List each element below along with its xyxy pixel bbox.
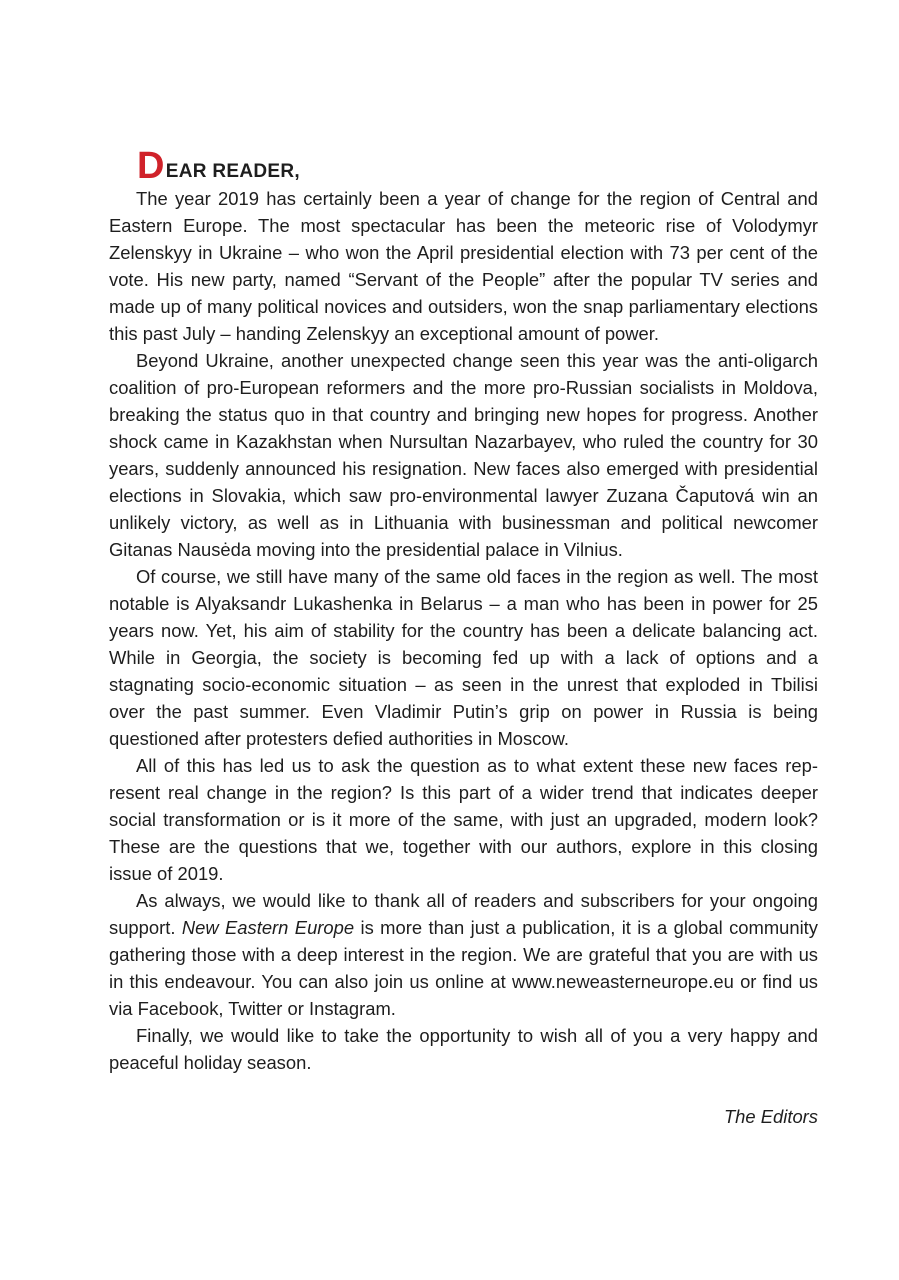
editorial-letter bbox=[109, 145, 818, 1130]
paragraph-change-2019: The year 2019 has certainly been a year of change for the region of Central and Eastern Europe. The most spectacular has been the meteoric rise of Volodymyr Zelenskyy in Ukraine – who won the April presidential election with 73 per cent of the vote. His new party, named “Servant of the People” after the popular TV series and made up of many political novices and outsiders, won the snap parliamentary elections this past July – handing Zelenskyy an exceptional amount of power. bbox=[109, 188, 818, 344]
thanks-text-end: is more than just a publication, it is a global community gathering those with a deep interest in the region. We are grateful that you are with us in this endeavour. You can also join us online at www.neweasterneurope.eu or find us via Facebook, Twitter or Instagram. bbox=[109, 917, 818, 1019]
drop-cap-initial: D bbox=[137, 145, 165, 187]
letter-salutation bbox=[109, 145, 818, 187]
paragraph-holiday-wishes: Finally, we would like to take the opportunity to wish all of you a very happy and peaceful holiday season. bbox=[109, 1025, 818, 1073]
signature: The Editors bbox=[723, 1106, 818, 1127]
salutation-text: EAR READER, bbox=[165, 161, 300, 182]
paragraph-questions: All of this has led us to ask the question as to what extent these new faces represent real change in the region? Is this part of a wider trend that indicates deeper social transformation or is it more of the same, with just an upgraded, modern look? These are the questions that we, together with our authors, explore in this closing issue of 2019. bbox=[109, 755, 818, 884]
thanks-text-start: As always, we would like to thank all of readers and subscribers for your ongoing support. bbox=[109, 890, 818, 938]
publication-title: New Eastern Europe bbox=[181, 917, 355, 938]
paragraph-thanks bbox=[109, 887, 818, 1022]
paragraph-old-faces: Of course, we still have many of the same old faces in the region as well. The most notable is Alyaksandr Lukashenka in Belarus – a man who has been in power for 25 years now. Yet, his aim of stability for the country has been a delicate balancing act. While in Georgia, the society is becoming fed up with a lack of options and a stagnating socio-economic situation – as seen in the unrest that exploded in Tbilisi over the past summer. Even Vladimir Putin’s grip on power in Russia is being questioned after protesters defied authorities in Moscow. bbox=[109, 566, 818, 749]
paragraph-beyond-ukraine: Beyond Ukraine, another unexpected change seen this year was the anti-oligarch coalition of pro-European reformers and the more pro-Russian socialists in Moldova, breaking the status quo in that country and bringing new hopes for progress. Another shock came in Kazakhstan when Nursultan Nazarbayev, who ruled the country for 30 years, suddenly announced his resignation. New faces also emerged with presidential elections in Slovakia, which saw pro-environmental lawyer Zuzana Čaputová win an unlikely victory, as well as in Lithuania with businessman and political newcomer Gitanas Nausėda moving into the presidential palace in Vilnius. bbox=[109, 350, 818, 560]
